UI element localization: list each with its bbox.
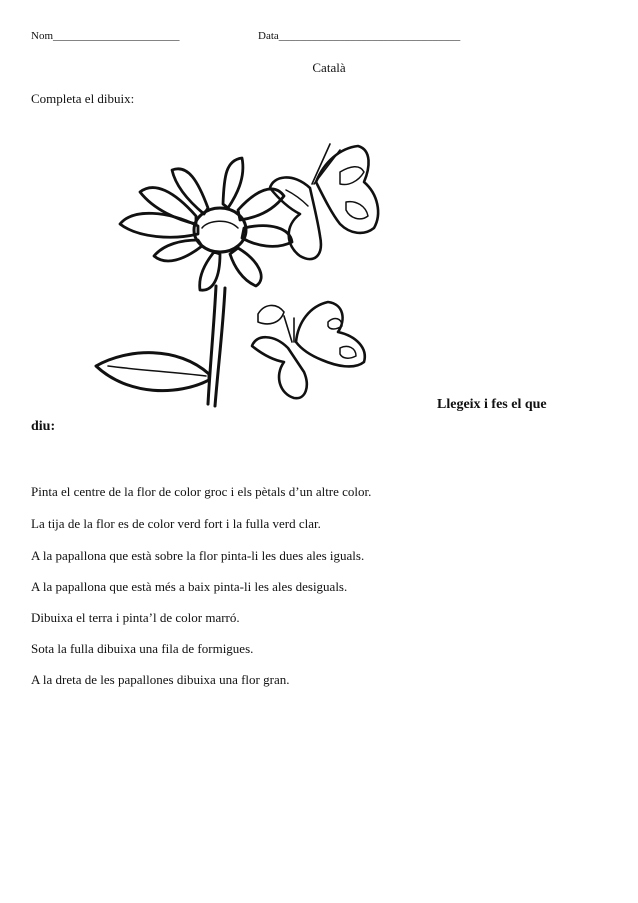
- complete-drawing-instruction: Completa el dibuix:: [31, 91, 135, 106]
- task-item: A la dreta de les papallones dibuixa una flor gran.: [31, 672, 290, 687]
- top-butterfly-shape: [270, 144, 378, 259]
- leaf-shape: [96, 353, 209, 391]
- task-item: Sota la fulla dibuixa una fila de formigues.: [31, 641, 254, 656]
- stem-shape: [208, 286, 225, 406]
- task-item: La tija de la flor es de color verd fort i la fulla verd clar.: [31, 516, 321, 531]
- flower-butterflies-drawing: [88, 136, 398, 426]
- name-field-label: Nom_______________________: [31, 30, 180, 42]
- task-item: A la papallona que està més a baix pinta-li les ales desiguals.: [31, 579, 348, 594]
- task-item: Dibuixa el terra i pinta’l de color marró.: [31, 610, 240, 625]
- flower-center-shape: [194, 208, 246, 252]
- date-field-label: Data_________________________________: [258, 30, 461, 42]
- reading-prompt-line1: Llegeix i fes el que: [437, 397, 547, 412]
- reading-prompt-line2: diu:: [31, 419, 56, 434]
- bottom-butterfly-shape: [252, 302, 365, 398]
- subject-title: Català: [312, 60, 346, 75]
- task-item: A la papallona que està sobre la flor pinta-li les dues ales iguals.: [31, 548, 365, 563]
- task-item: Pinta el centre de la flor de color groc i els pètals d’un altre color.: [31, 484, 372, 499]
